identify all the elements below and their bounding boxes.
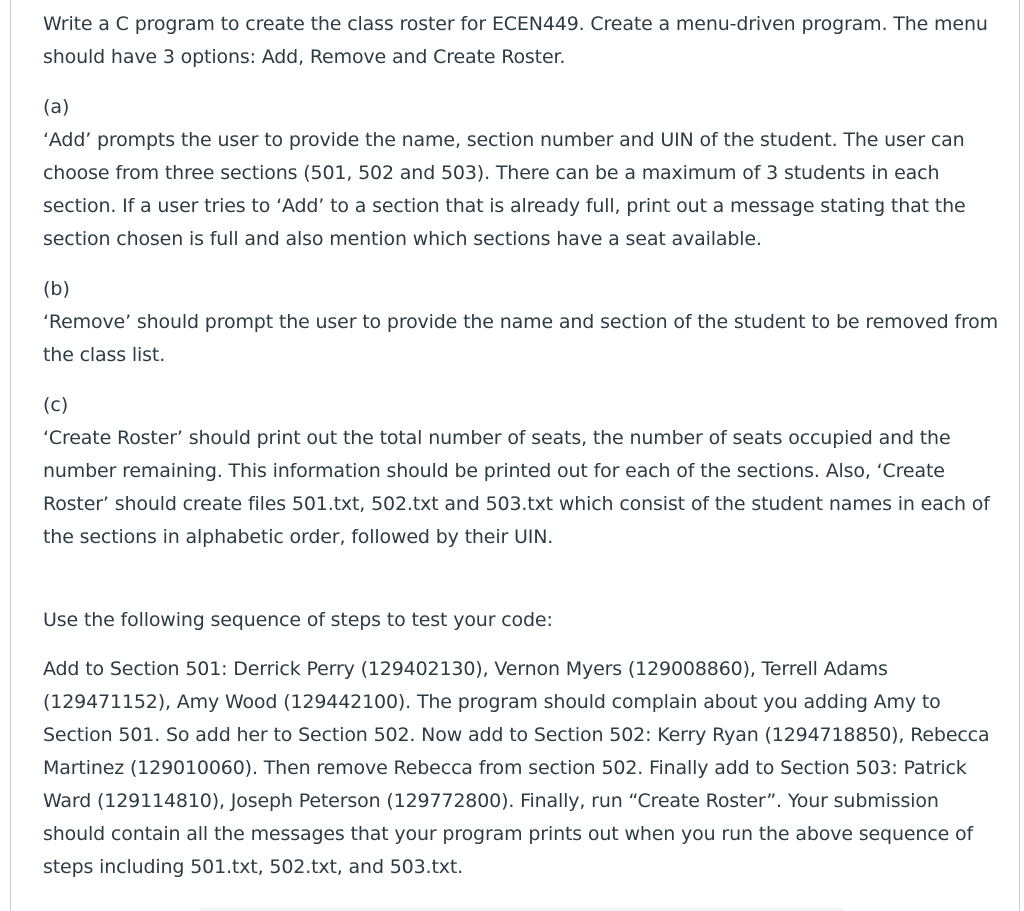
test-heading: Use the following sequence of steps to test your code: [43, 609, 553, 631]
section-c-label: (c) [43, 394, 69, 416]
section-a-label: (a) [43, 96, 70, 118]
document-frame [10, 0, 1020, 911]
assignment-content [43, 8, 1003, 884]
section-b-text: ‘Remove’ should prompt the user to provide the name and section of the student to be removed from the class list. [43, 311, 999, 366]
section-b [43, 273, 1003, 372]
section-b-label: (b) [43, 278, 70, 300]
test-steps-paragraph: Add to Section 501: Derrick Perry (129402130), Vernon Myers (129008860), Terrell Adams (129471152), Amy Wood (129442100). The program should complain about you adding Amy to Section 501. So add her to Section 502. Now add to Section 502: Kerry Ryan (1294718850), Rebecca Martinez (129010060). Then remove Rebecca from section 502. Finally add to Section 503: Patrick Ward (129114810), Joseph Peterson (129772800). Finally, run “Create Roster”. Your submission should contain all the messages that your program prints out when you run the above sequence of steps including 501.txt, 502.txt, and 503.txt. [43, 658, 990, 878]
section-a [43, 91, 1003, 256]
section-c [43, 389, 1003, 554]
intro-paragraph: Write a C program to create the class roster for ECEN449. Create a menu-driven program. The menu should have 3 options: Add, Remove and Create Roster. [43, 13, 988, 68]
bottom-divider [200, 907, 844, 911]
section-a-text: ‘Add’ prompts the user to provide the name, section number and UIN of the student. The user can choose from three sections (501, 502 and 503). There can be a maximum of 3 students in each section. If a user tries to ‘Add’ to a section that is already full, print out a message stating that the section chosen is full and also mention which sections have a seat available. [43, 129, 966, 250]
section-c-text: ‘Create Roster’ should print out the total number of seats, the number of seats occupied and the number remaining. This information should be printed out for each of the sections. Also, ‘Create Roster’ should create files 501.txt, 502.txt and 503.txt which consist of the student names in each of the sections in alphabetic order, followed by their UIN. [43, 427, 990, 548]
